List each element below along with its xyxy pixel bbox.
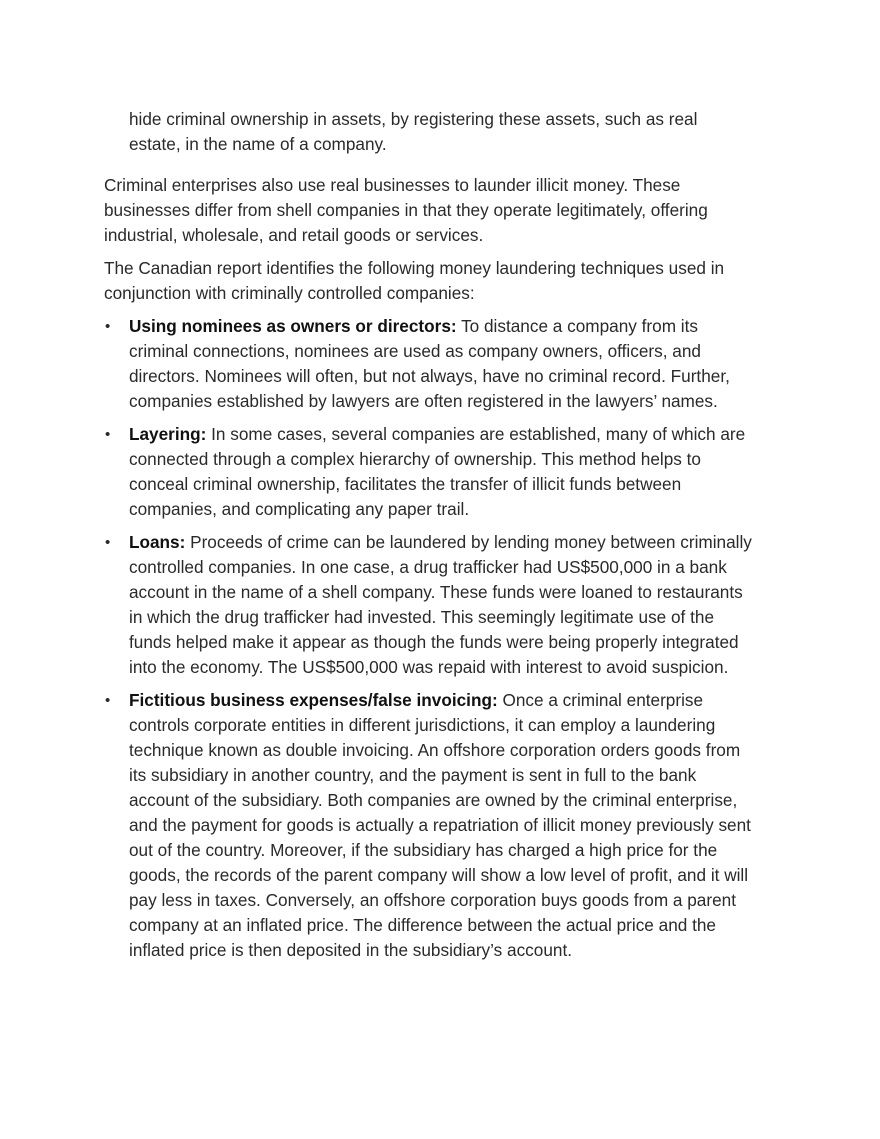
continuation-text: hide criminal ownership in assets, by registering these assets, such as real estate, in the name of a company.	[129, 109, 698, 154]
bullet-icon: •	[105, 318, 111, 335]
document-page	[104, 107, 752, 971]
list-item-term: Fictitious business expenses/false invoicing:	[129, 690, 498, 710]
list-item-term: Using nominees as owners or directors:	[129, 316, 457, 336]
list-item-loans	[104, 530, 752, 680]
list-item-text: In some cases, several companies are established, many of which are connected through a complex hierarchy of ownership. This method helps to conceal criminal ownership, facilitates the transfer of illicit funds between companies, and complicating any paper trail.	[129, 424, 746, 519]
list-item-text: To distance a company from its criminal connections, nominees are used as company owners, officers, and directors. Nominees will often, but not always, have no criminal record. Further, companies established by lawyers are often registered in the lawyers’ names.	[129, 316, 730, 411]
paragraph-real-businesses: Criminal enterprises also use real businesses to launder illicit money. These businesses differ from shell companies in that they operate legitimately, offering industrial, wholesale, and retail goods or services.	[104, 175, 708, 245]
list-item-nominees	[104, 314, 752, 414]
paragraph-canadian-report: The Canadian report identifies the following money laundering techniques used in conjunction with criminally controlled companies:	[104, 258, 725, 303]
list-item-false-invoicing	[104, 688, 752, 963]
list-item-text: Once a criminal enterprise controls corporate entities in different jurisdictions, it can employ a laundering technique known as double invoicing. An offshore corporation orders goods from its subsidiary in another country, and the payment is sent in full to the bank account of the subsidiary. Both companies are owned by the criminal enterprise, and the payment for goods is actually a repatriation of illicit money previously sent out of the country. Moreover, if the subsidiary has charged a high price for the goods, the records of the parent company will show a low level of profit, and it will pay less in taxes. Conversely, an offshore corporation buys goods from a parent company at an inflated price. The difference between the actual price and the inflated price is then deposited in the subsidiary’s account.	[129, 690, 751, 960]
list-item-layering	[104, 422, 752, 522]
list-item-term: Layering:	[129, 424, 207, 444]
bullet-icon: •	[105, 692, 111, 709]
bullet-icon: •	[105, 534, 111, 551]
list-item-text: Proceeds of crime can be laundered by lending money between criminally controlled companies. In one case, a drug trafficker had US$500,000 in a bank account in the name of a shell company. These funds were loaned to restaurants in which the drug trafficker had invested. This seemingly legitimate use of the funds helped make it appear as though the funds were being properly integrated into the economy. The US$500,000 was repaid with interest to avoid suspicion.	[129, 532, 752, 677]
bullet-icon: •	[105, 426, 111, 443]
technique-list	[104, 314, 752, 963]
list-item-term: Loans:	[129, 532, 186, 552]
